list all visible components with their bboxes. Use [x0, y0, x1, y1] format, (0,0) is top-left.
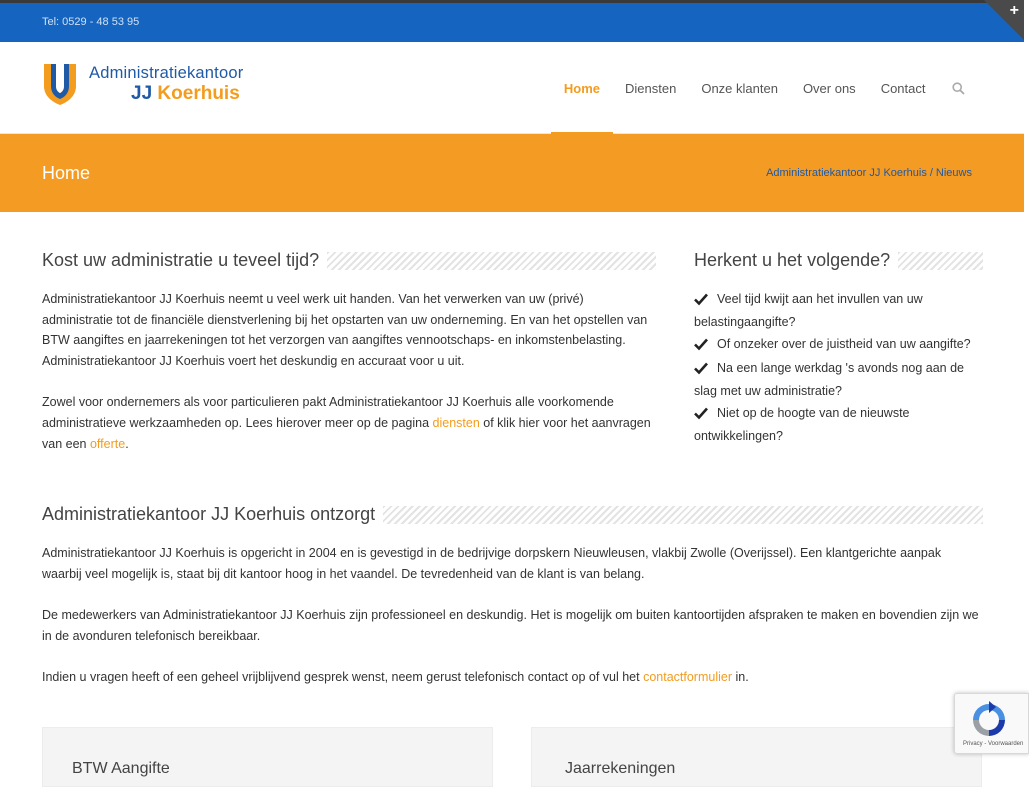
- breadcrumb: [766, 167, 972, 179]
- intro-paragraph-1: Administratiekantoor JJ Koerhuis neemt u veel werk uit handen. Van het verwerken van uw (privé) administratie tot de financiële dienstverlening bij het opstarten van uw onderneming. En van het opstellen van BTW aangiftes en jaarrekeningen tot het verzorgen van aangiftes vennootschaps- en inkomstenbelasting. Administratiekantoor JJ Koerhuis voert het deskundig en accuraat voor u uit.: [42, 292, 648, 369]
- nav-item-home[interactable]: Home: [551, 42, 612, 134]
- check-icon: [694, 336, 710, 357]
- list-item: Na een lange werkdag 's avonds nog aan de slag met uw administratie?: [694, 361, 965, 398]
- logo-line1: Administratiekantoor: [89, 64, 244, 82]
- list-item: Of onzeker over de juistheid van uw aangifte?: [694, 334, 983, 357]
- shield-logo-icon: [42, 62, 78, 106]
- check-icon: [694, 291, 710, 312]
- site-header: [0, 42, 1024, 134]
- intro-paragraph-2: Zowel voor ondernemers als voor particulieren pakt Administratiekantoor JJ Koerhuis alle voorkomende administratieve werkzaamheden op. Lees hierover meer op de pagina diensten of klik hier voor het aanvragen van een offerte.: [42, 395, 651, 451]
- search-icon[interactable]: [940, 42, 976, 134]
- phone-number: Tel: 0529 - 48 53 95: [42, 16, 140, 28]
- page-title: Home: [42, 163, 91, 183]
- breadcrumb-home-link[interactable]: Administratiekantoor JJ Koerhuis: [766, 167, 927, 179]
- about-section: [42, 504, 983, 688]
- about-paragraph-2: De medewerkers van Administratiekantoor JJ Koerhuis zijn professioneel en deskundig. Het is mogelijk om buiten kantoortijden afspraken te maken en bovendien zijn we in de avonduren telefonisch bereikbaar.: [42, 607, 979, 643]
- breadcrumb-separator: /: [929, 167, 933, 179]
- service-box-jaarrekeningen[interactable]: [531, 727, 982, 787]
- top-bar: [0, 0, 1024, 42]
- recaptcha-privacy-text[interactable]: Privacy - Voorwaarden: [963, 741, 1024, 747]
- service-box-btw[interactable]: [42, 727, 493, 787]
- nav-item-diensten[interactable]: Diensten: [625, 80, 677, 96]
- recaptcha-badge[interactable]: [954, 693, 1029, 754]
- service-box-title: BTW Aangifte: [72, 760, 170, 777]
- check-icon: [694, 360, 710, 381]
- check-icon: [694, 405, 710, 426]
- about-paragraph-3: Indien u vragen heeft of een geheel vrijblijvend gesprek wenst, neem gerust telefonisch contact op of vul het contactformulier in.: [42, 669, 749, 684]
- about-paragraph-1: Administratiekantoor JJ Koerhuis is opgericht in 2004 en is gevestigd in de bedrijvige dorpskern Nieuwleusen, vlakbij Zwolle (Overijssel). Een klantgerichte aanpak waarbij veel mogelijk is, staat bij dit kantoor hoog in het vaandel. De tevredenheid van de klant is van belang.: [42, 546, 942, 581]
- checklist-heading: Herkent u het volgende?: [694, 250, 891, 270]
- logo-line2: JJ Koerhuis: [131, 83, 240, 104]
- site-logo[interactable]: [42, 61, 267, 109]
- nav-item-onze-klanten[interactable]: Onze klanten: [701, 80, 778, 96]
- recaptcha-icon: [969, 700, 1009, 745]
- intro-heading: Kost uw administratie u teveel tijd?: [42, 250, 320, 270]
- list-item: Veel tijd kwijt aan het invullen van uw belastingaangifte?: [694, 292, 923, 329]
- offerte-link[interactable]: offerte: [89, 436, 126, 451]
- page-title-band: [0, 134, 1024, 212]
- list-item: Niet op de hoogte van de nieuwste ontwikkelingen?: [694, 406, 910, 443]
- checklist: [694, 289, 983, 446]
- about-heading: Administratiekantoor JJ Koerhuis ontzorgt: [42, 504, 376, 524]
- plus-icon[interactable]: +: [1009, 2, 1019, 19]
- intro-section: [42, 250, 656, 454]
- contactformulier-link[interactable]: contactformulier: [643, 669, 733, 684]
- nav-item-contact[interactable]: Contact: [880, 80, 926, 96]
- main-nav: [551, 42, 976, 134]
- breadcrumb-current: Nieuws: [935, 167, 972, 179]
- heading-divider: [898, 252, 983, 270]
- diensten-link[interactable]: diensten: [432, 416, 480, 431]
- nav-item-over-ons[interactable]: Over ons: [802, 80, 856, 96]
- checklist-section: [694, 250, 983, 448]
- heading-divider: [383, 506, 983, 524]
- service-box-title: Jaarrekeningen: [565, 760, 676, 777]
- heading-divider: [327, 252, 656, 270]
